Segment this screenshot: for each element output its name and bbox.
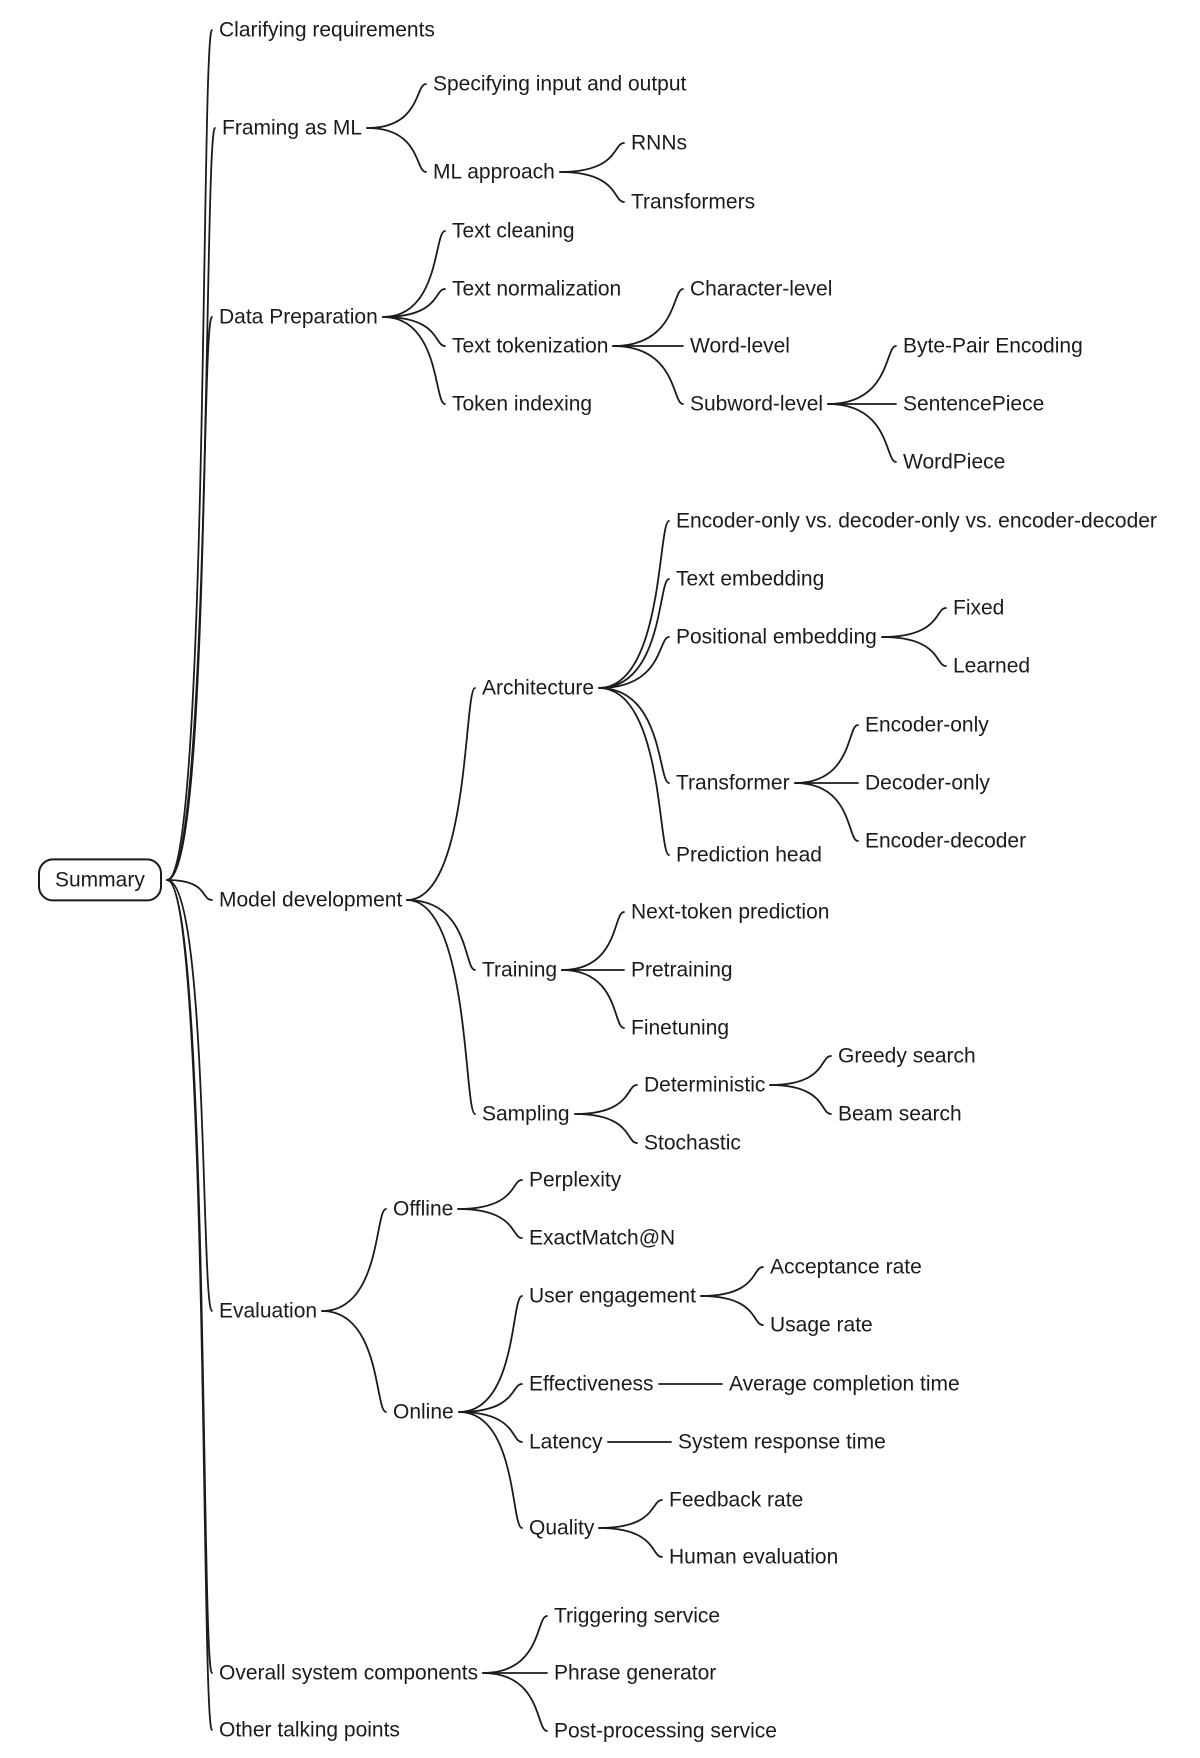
link-model-development--training	[407, 900, 475, 970]
node-positional-embedding: Positional embedding	[676, 625, 877, 649]
link-framing-as-ml--ml-approach	[367, 128, 426, 172]
node-usage-rate: Usage rate	[770, 1313, 873, 1337]
node-word-level: Word-level	[690, 334, 790, 358]
link-sampling--stochastic	[575, 1114, 637, 1143]
link-ml-approach--rnns	[560, 143, 624, 172]
node-text-normalization: Text normalization	[452, 277, 622, 301]
node-effectiveness: Effectiveness	[529, 1372, 654, 1396]
node-transformer: Transformer	[676, 771, 790, 795]
node-wordpiece: WordPiece	[903, 450, 1006, 474]
link-evaluation--online	[322, 1311, 386, 1412]
link-data-preparation--text-cleaning	[383, 231, 445, 317]
node-feedback-rate: Feedback rate	[669, 1488, 804, 1512]
link-online--latency	[459, 1412, 522, 1442]
node-latency: Latency	[529, 1430, 603, 1454]
link-summary--evaluation	[167, 880, 212, 1311]
link-architecture--text-embedding	[599, 579, 669, 688]
link-subword-level--byte-pair-encoding	[828, 346, 896, 404]
link-positional-embedding--learned	[882, 637, 946, 666]
node-sampling: Sampling	[482, 1102, 570, 1126]
node-offline: Offline	[393, 1197, 454, 1221]
link-architecture--prediction-head	[599, 688, 669, 855]
node-deterministic: Deterministic	[644, 1073, 766, 1097]
link-quality--human-evaluation	[599, 1528, 662, 1557]
node-acceptance-rate: Acceptance rate	[770, 1255, 922, 1279]
node-encoder-decoder: Encoder-decoder	[865, 829, 1027, 853]
node-human-evaluation: Human evaluation	[669, 1545, 839, 1569]
node-subword-level: Subword-level	[690, 392, 824, 416]
link-architecture--encoder-vs-decoder-vs-encdec	[599, 521, 669, 688]
link-online--effectiveness	[459, 1384, 522, 1412]
node-text-tokenization: Text tokenization	[452, 334, 609, 358]
node-average-completion-time: Average completion time	[729, 1372, 960, 1396]
link-summary--other-talking-points	[167, 880, 212, 1730]
link-ml-approach--transformers	[560, 172, 624, 202]
node-specifying-input-and-output: Specifying input and output	[433, 72, 687, 96]
node-phrase-generator: Phrase generator	[554, 1661, 717, 1685]
link-online--quality	[459, 1412, 522, 1528]
link-online--user-engagement	[459, 1296, 522, 1412]
node-overall-system-components: Overall system components	[219, 1661, 479, 1685]
node-post-processing-service: Post-processing service	[554, 1719, 777, 1743]
node-transformers: Transformers	[631, 190, 756, 214]
node-model-development: Model development	[219, 888, 403, 912]
link-text-tokenization--subword-level	[613, 346, 683, 404]
link-sampling--deterministic	[575, 1085, 637, 1114]
node-evaluation: Evaluation	[219, 1299, 318, 1323]
node-sentencepiece: SentencePiece	[903, 392, 1045, 416]
node-decoder-only: Decoder-only	[865, 771, 990, 795]
node-perplexity: Perplexity	[529, 1168, 622, 1192]
node-stochastic: Stochastic	[644, 1131, 741, 1155]
link-evaluation--offline	[322, 1209, 386, 1311]
link-quality--feedback-rate	[599, 1500, 662, 1528]
link-summary--framing-as-ml	[167, 128, 215, 880]
node-architecture: Architecture	[482, 676, 595, 700]
link-offline--exactmatch-n	[458, 1209, 522, 1238]
node-token-indexing: Token indexing	[452, 392, 593, 416]
node-framing-as-ml: Framing as ML	[222, 116, 363, 140]
node-clarifying-requirements: Clarifying requirements	[219, 18, 435, 42]
node-quality: Quality	[529, 1516, 595, 1540]
node-user-engagement: User engagement	[529, 1284, 696, 1308]
link-user-engagement--acceptance-rate	[701, 1267, 763, 1296]
link-deterministic--beam-search	[770, 1085, 831, 1114]
link-data-preparation--token-indexing	[383, 317, 445, 404]
node-triggering-service: Triggering service	[554, 1604, 721, 1628]
link-deterministic--greedy-search	[770, 1056, 831, 1085]
node-next-token-prediction: Next-token prediction	[631, 900, 830, 924]
link-transformer--encoder-only	[795, 725, 858, 783]
node-text-cleaning: Text cleaning	[452, 219, 575, 243]
link-model-development--architecture	[407, 688, 475, 900]
node-encoder-only: Encoder-only	[865, 713, 989, 737]
node-rnns: RNNs	[631, 131, 687, 155]
node-pretraining: Pretraining	[631, 958, 733, 982]
link-framing-as-ml--specifying-input-and-output	[367, 84, 426, 128]
link-subword-level--wordpiece	[828, 404, 896, 462]
link-overall-system-components--post-processing-service	[483, 1673, 547, 1731]
node-summary: Summary	[38, 858, 162, 901]
node-beam-search: Beam search	[838, 1102, 962, 1126]
link-transformer--encoder-decoder	[795, 783, 858, 841]
link-architecture--positional-embedding	[599, 637, 669, 688]
link-model-development--sampling	[407, 900, 475, 1114]
link-data-preparation--text-tokenization	[383, 317, 445, 346]
link-training--next-token-prediction	[562, 912, 624, 970]
link-text-tokenization--character-level	[613, 289, 683, 346]
node-byte-pair-encoding: Byte-Pair Encoding	[903, 334, 1083, 358]
node-fixed: Fixed	[953, 596, 1005, 620]
node-text-embedding: Text embedding	[676, 567, 825, 591]
node-data-preparation: Data Preparation	[219, 305, 378, 329]
node-prediction-head: Prediction head	[676, 843, 822, 867]
link-overall-system-components--triggering-service	[483, 1616, 547, 1673]
node-exactmatch-n: ExactMatch@N	[529, 1226, 676, 1250]
node-ml-approach: ML approach	[433, 160, 555, 184]
node-encoder-vs-decoder-vs-encdec: Encoder-only vs. decoder-only vs. encoder-decoder	[676, 509, 1157, 533]
node-greedy-search: Greedy search	[838, 1044, 976, 1068]
node-learned: Learned	[953, 654, 1031, 678]
node-character-level: Character-level	[690, 277, 833, 301]
link-user-engagement--usage-rate	[701, 1296, 763, 1325]
link-positional-embedding--fixed	[882, 608, 946, 637]
link-training--finetuning	[562, 970, 624, 1028]
node-other-talking-points: Other talking points	[219, 1718, 400, 1742]
link-offline--perplexity	[458, 1180, 522, 1209]
node-finetuning: Finetuning	[631, 1016, 730, 1040]
node-online: Online	[393, 1400, 454, 1424]
link-architecture--transformer	[599, 688, 669, 783]
node-system-response-time: System response time	[678, 1430, 886, 1454]
link-data-preparation--text-normalization	[383, 289, 445, 317]
node-training: Training	[482, 958, 558, 982]
